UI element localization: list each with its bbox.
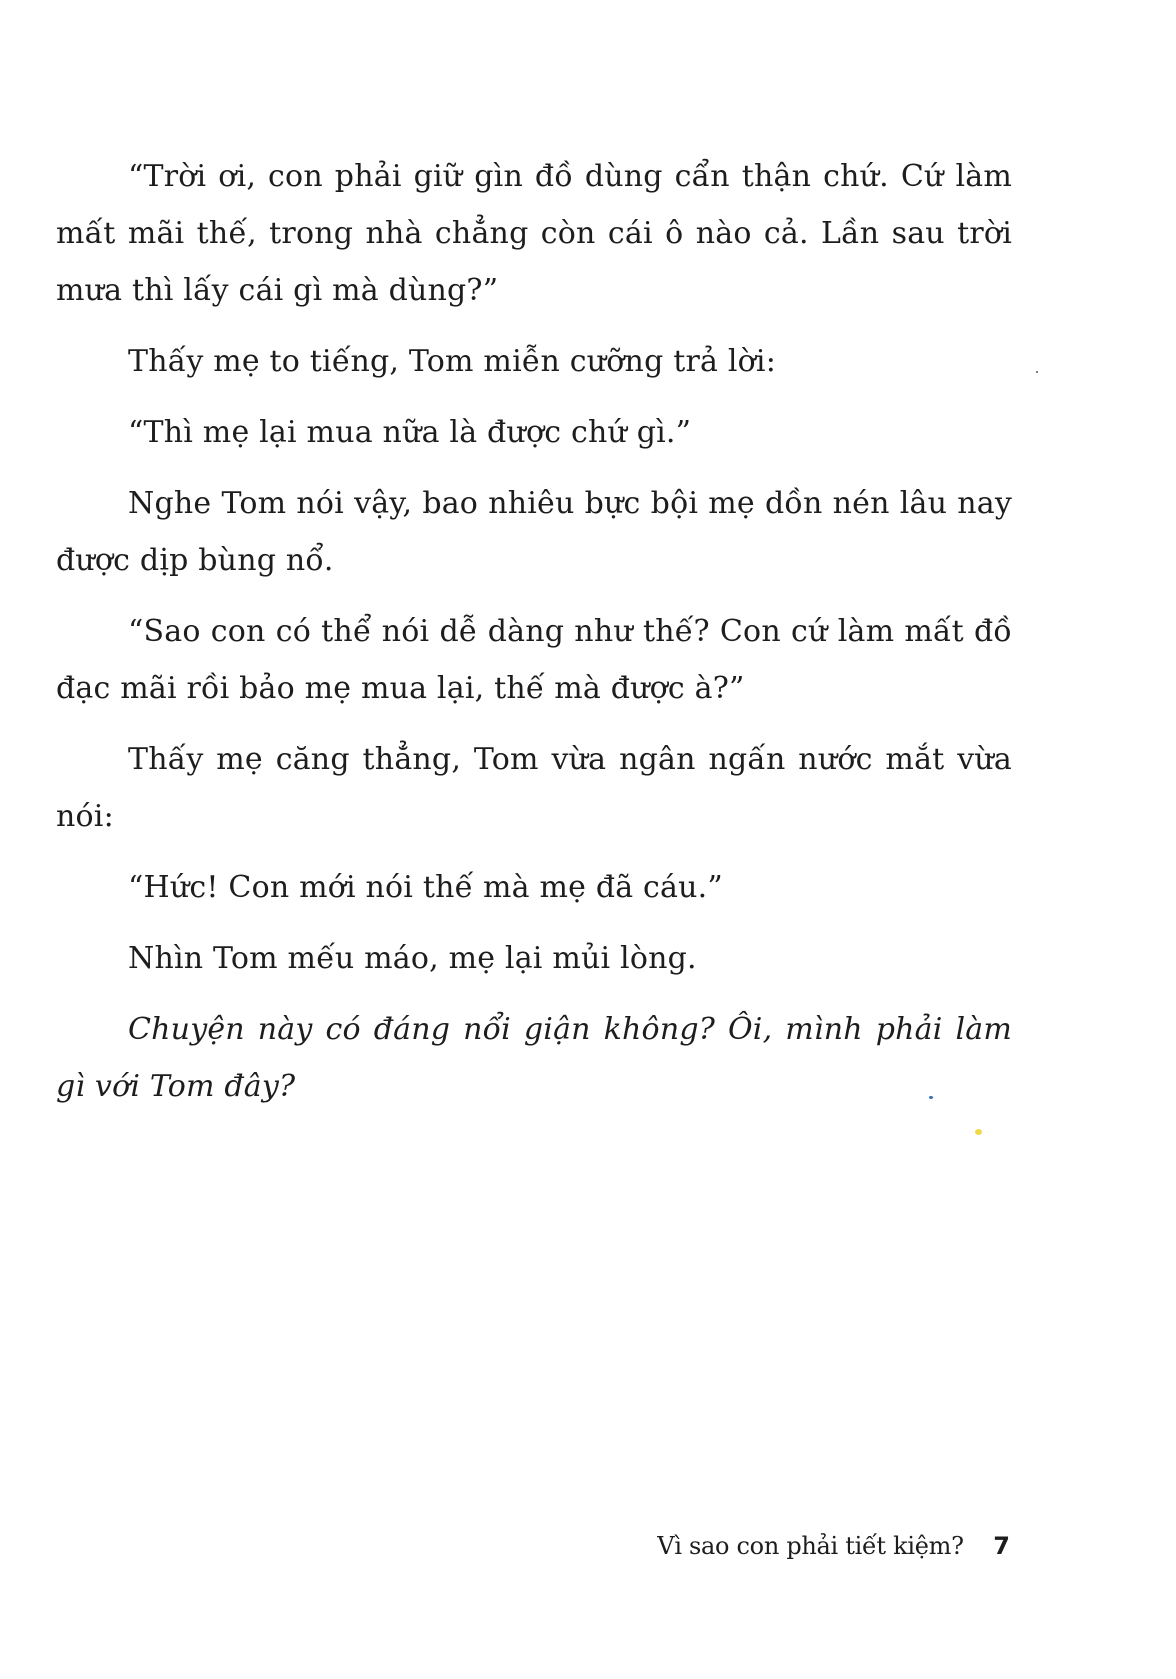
paragraph-5: “Sao con có thể nói dễ dàng như thế? Con cứ làm mất đồ đạc mãi rồi bảo mẹ mua lại, thế mà được à?” — [56, 614, 1012, 706]
ink-speck-blue — [929, 1096, 933, 1099]
paragraph-4: Nghe Tom nói vậy, bao nhiêu bực bội mẹ dồn nén lâu nay được dịp bùng nổ. — [56, 486, 1012, 578]
body-text — [56, 148, 1012, 1129]
footer-book-title: Vì sao con phải tiết kiệm? — [657, 1532, 964, 1560]
paragraph-8: Nhìn Tom mếu máo, mẹ lại mủi lòng. — [128, 941, 697, 976]
page-footer — [657, 1530, 1010, 1562]
page-number: 7 — [993, 1532, 1010, 1560]
ink-speck-yellow — [975, 1129, 982, 1135]
paragraph-9-italic-thought: Chuyện này có đáng nổi giận không? Ôi, mình phải làm gì với Tom đây? — [56, 1012, 1012, 1104]
paragraph-3: “Thì mẹ lại mua nữa là được chứ gì.” — [128, 415, 692, 450]
paragraph-1: “Trời ơi, con phải giữ gìn đồ dùng cẩn thận chứ. Cứ làm mất mãi thế, trong nhà chẳng còn cái ô nào cả. Lần sau trời mưa thì lấy cái gì mà dùng?” — [56, 159, 1012, 308]
ink-speck-gray — [1036, 371, 1038, 373]
paragraph-7: “Hức! Con mới nói thế mà mẹ đã cáu.” — [128, 870, 723, 905]
paragraph-2: Thấy mẹ to tiếng, Tom miễn cưỡng trả lời: — [128, 344, 776, 379]
paragraph-6: Thấy mẹ căng thẳng, Tom vừa ngân ngấn nước mắt vừa nói: — [56, 742, 1012, 834]
